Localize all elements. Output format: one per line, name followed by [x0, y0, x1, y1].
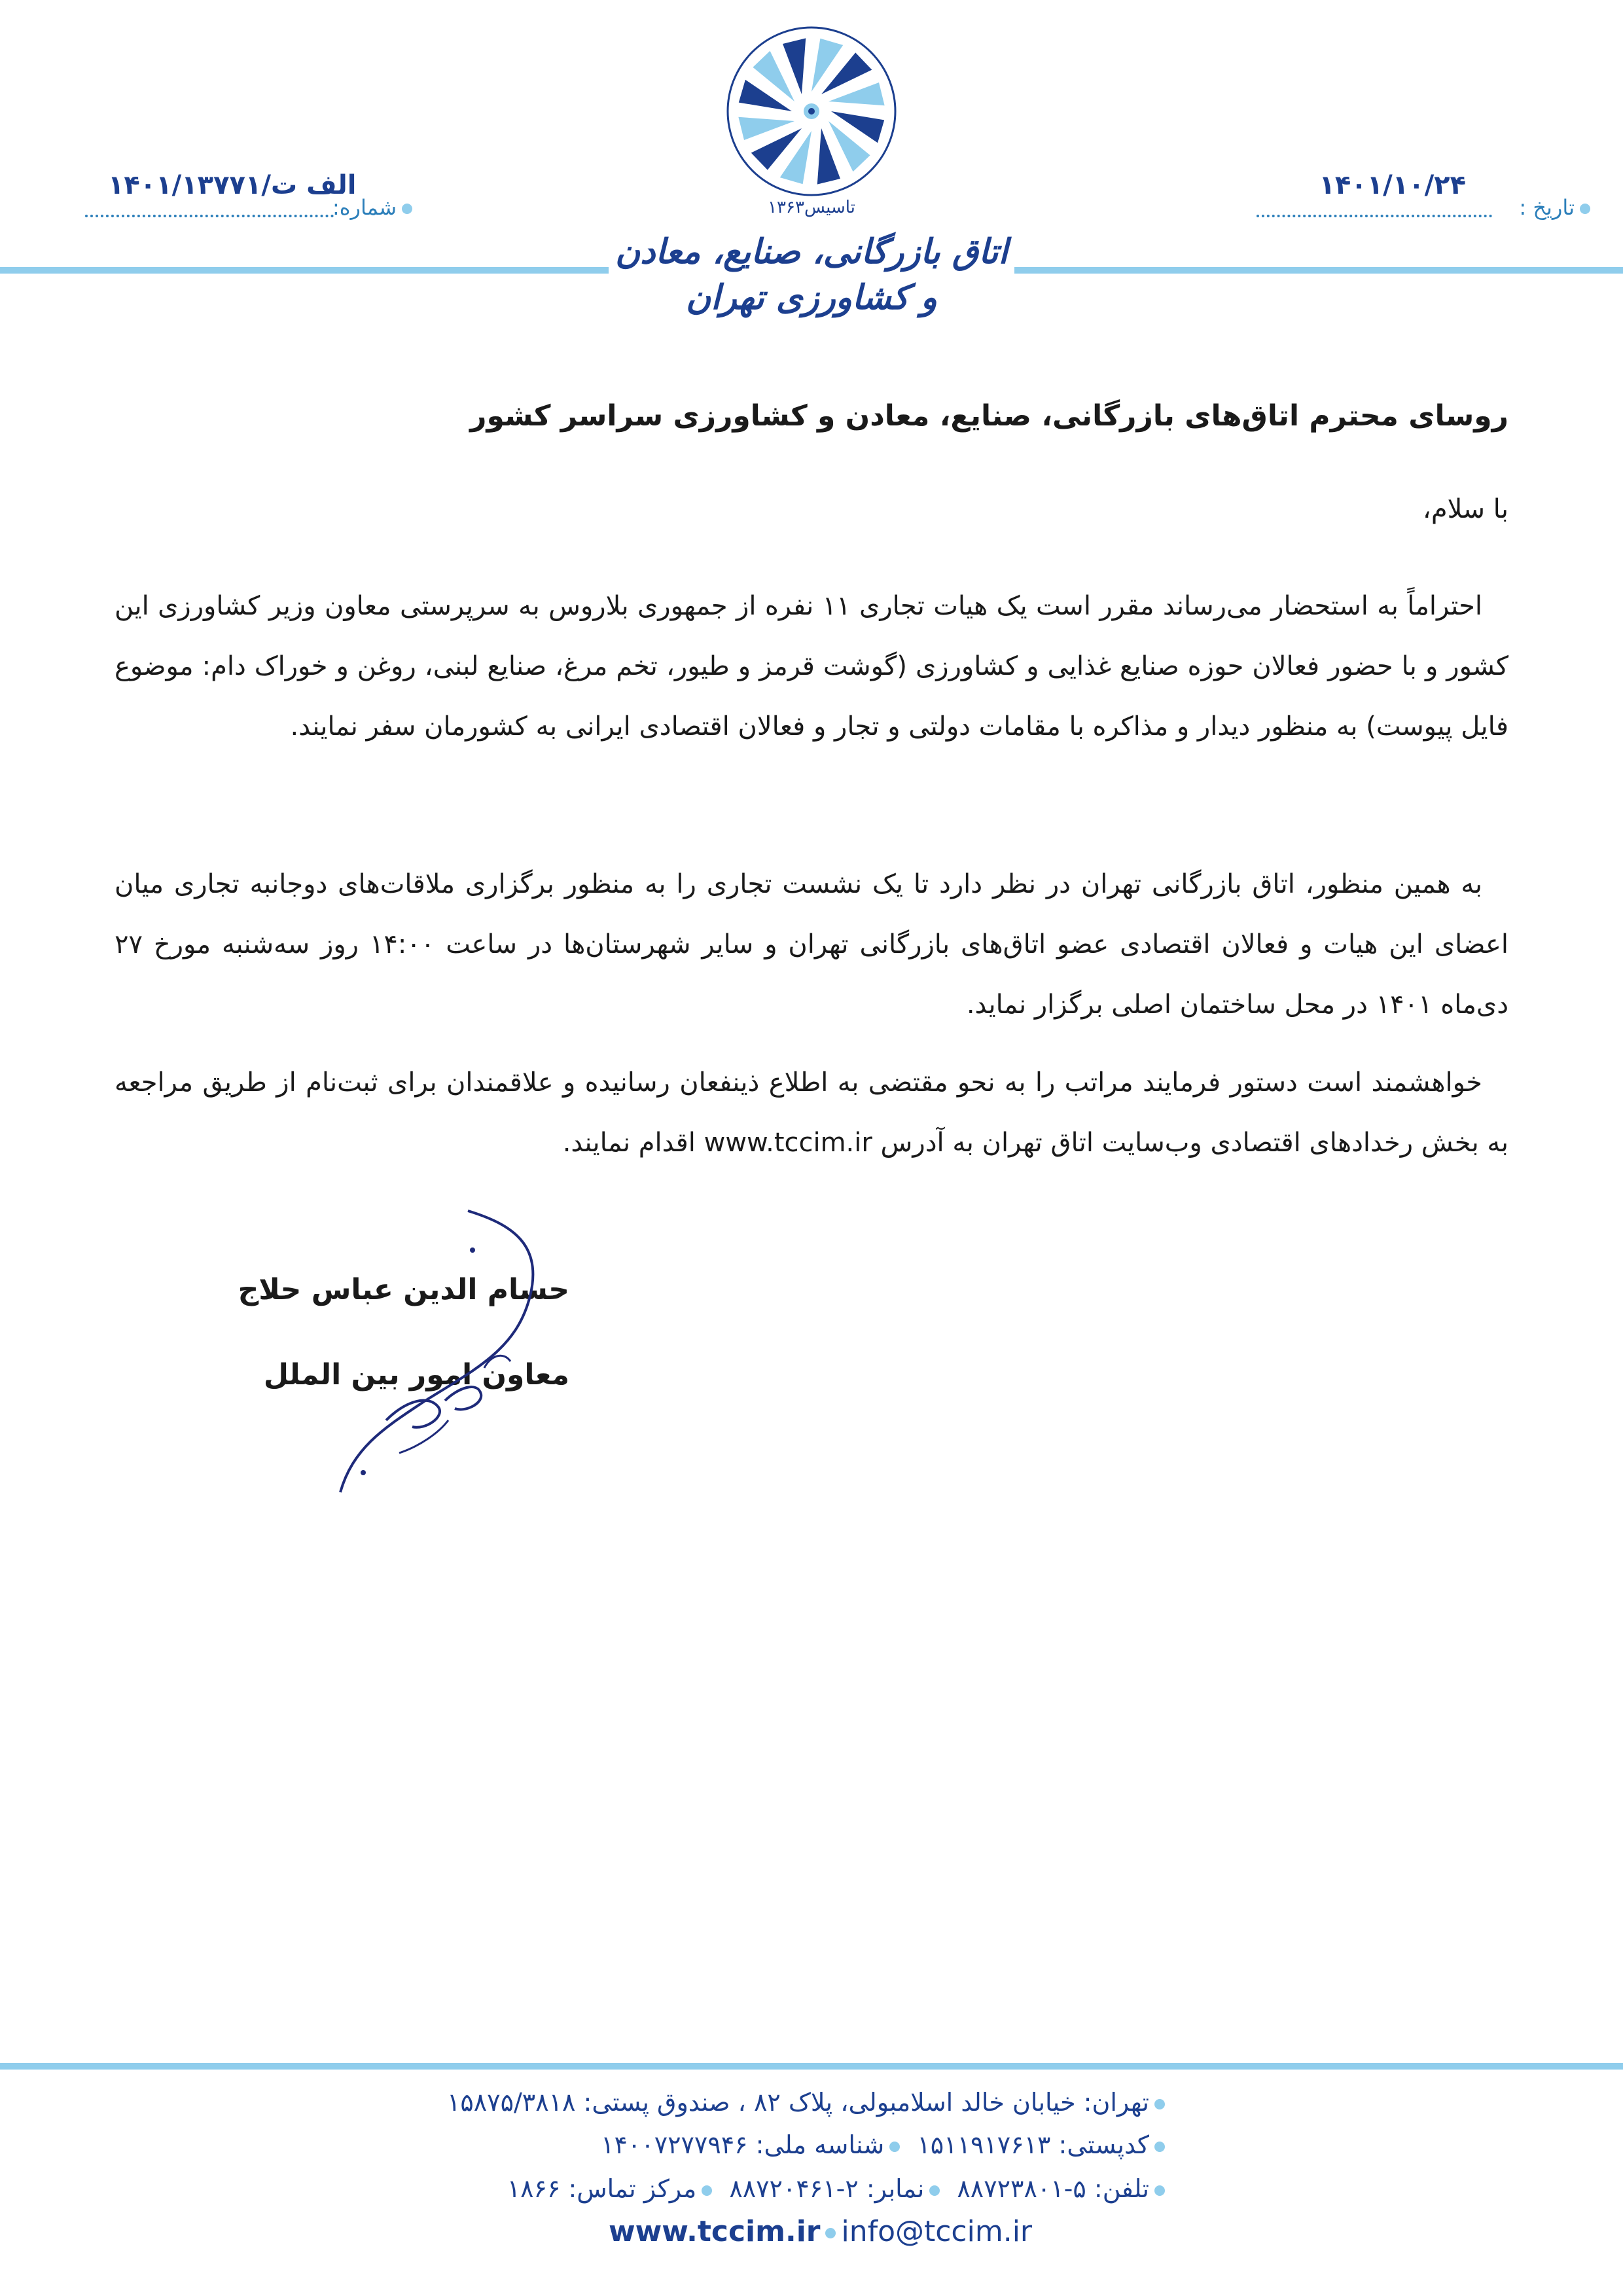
footer-ids-line: [601, 2130, 1165, 2159]
footer-national-id: شناسه ملی: ۱۴۰۰۷۲۷۷۹۴۶: [601, 2130, 885, 2159]
footer-address-line: [447, 2088, 1165, 2117]
date-dotted-line: [1257, 215, 1492, 217]
number-label: شماره:: [332, 195, 397, 220]
chamber-logo: [713, 13, 910, 209]
footer-phone-line: [507, 2174, 1165, 2203]
footer-postal: کدپستی: ۱۵۱۱۹۱۷۶۱۳: [917, 2130, 1149, 2159]
number-label-wrap: [332, 195, 412, 220]
date-label: تاریخ :: [1519, 195, 1575, 220]
greeting: با سلام،: [1422, 494, 1508, 524]
bullet-dot: [1154, 2185, 1165, 2196]
footer-website-link[interactable]: www.tccim.ir: [609, 2215, 821, 2248]
paragraph-2: به همین منظور، اتاق بازرگانی تهران در نظر دارد تا یک نشست تجاری را به منظور برگزاری ملاقات‌های دوجانبه تجاری میان اعضای این هیات و فعالان اقتصادی عضو اتاق‌های بازرگانی تهران و سایر شهرستان‌ها در ساعت ۱۴:۰۰ روز سه‌شنبه مورخ ۲۷ دی‌ماه ۱۴۰۱ در محل ساختمان اصلی برگزار نماید.: [115, 869, 1508, 1020]
organization-name: اتاق بازرگانی، صنایع، معادن و کشاورزی تهران: [609, 229, 1014, 321]
number-block: [85, 170, 412, 223]
footer-web-line: [609, 2215, 1033, 2248]
bullet-dot: [889, 2142, 900, 2152]
founded-year: تاسیس۱۳۶۳: [768, 198, 855, 217]
paragraph-3: خواهشمند است دستور فرمایند مراتب را به نحو مقتضی به اطلاع ذینفعان رسانیده و علاقمندان برای ثبت‌نام از طریق مراجعه به بخش رخدادهای اقتصادی وب‌سایت اتاق تهران به آدرس www.tccim.ir اقدام نمایند.: [115, 1067, 1508, 1158]
bullet-dot: [1154, 2142, 1165, 2152]
date-block: [1250, 170, 1590, 223]
footer-fax: نمابر: ۲-۸۸۷۲۰۴۶۱: [729, 2174, 925, 2203]
footer-rule: [0, 2063, 1623, 2070]
recipient-line: روسای محترم اتاق‌های بازرگانی، صنایع، معادن و کشاورزی سراسر کشور: [470, 399, 1508, 433]
bullet-dot: [1154, 2099, 1165, 2109]
footer-phone: تلفن: ۵-۸۸۷۲۳۸۰۱: [957, 2174, 1149, 2203]
bullet-dot: [702, 2185, 712, 2196]
signer-title: معاون امور بین الملل: [263, 1358, 569, 1391]
bullet-dot: [825, 2228, 836, 2238]
signer-name: حسام الدین عباس حلاج: [238, 1273, 569, 1306]
date-value: ۱۴۰۱/۱۰/۲۴: [1319, 170, 1466, 200]
paragraph-1: احتراماً به استحضار می‌رساند مقرر است یک هیات تجاری ۱۱ نفره از جمهوری بلاروس به سرپرستی معاون وزیر کشاورزی این کشور و با حضور فعالان حوزه صنایع غذایی و کشاورزی (گوشت قرمز و طیور، تخم مرغ، صنایع لبنی، روغن و خوراک دام: موضوع فایل پیوست) به منظور دیدار و مذاکره با مقامات دولتی و تجار و فعالان اقتصادی ایرانی به کشورمان سفر نمایند.: [115, 591, 1508, 742]
footer-contact: مرکز تماس: ۱۸۶۶: [507, 2174, 697, 2203]
date-label-wrap: [1519, 195, 1590, 220]
handwritten-signature: [314, 1204, 550, 1505]
number-value: ۱۴۰۱/۱۳۷۷۱/الف ت: [108, 170, 357, 200]
bullet-dot: [402, 204, 412, 214]
footer-address: تهران: خیابان خالد اسلامبولی، پلاک ۸۲ ، صندوق پستی: ۱۵۸۷۵/۳۸۱۸: [446, 2088, 1149, 2117]
number-dotted-line: [85, 215, 334, 217]
bullet-dot: [929, 2185, 940, 2196]
bullet-dot: [1580, 204, 1590, 214]
footer-email-link[interactable]: info@tccim.ir: [841, 2215, 1033, 2248]
